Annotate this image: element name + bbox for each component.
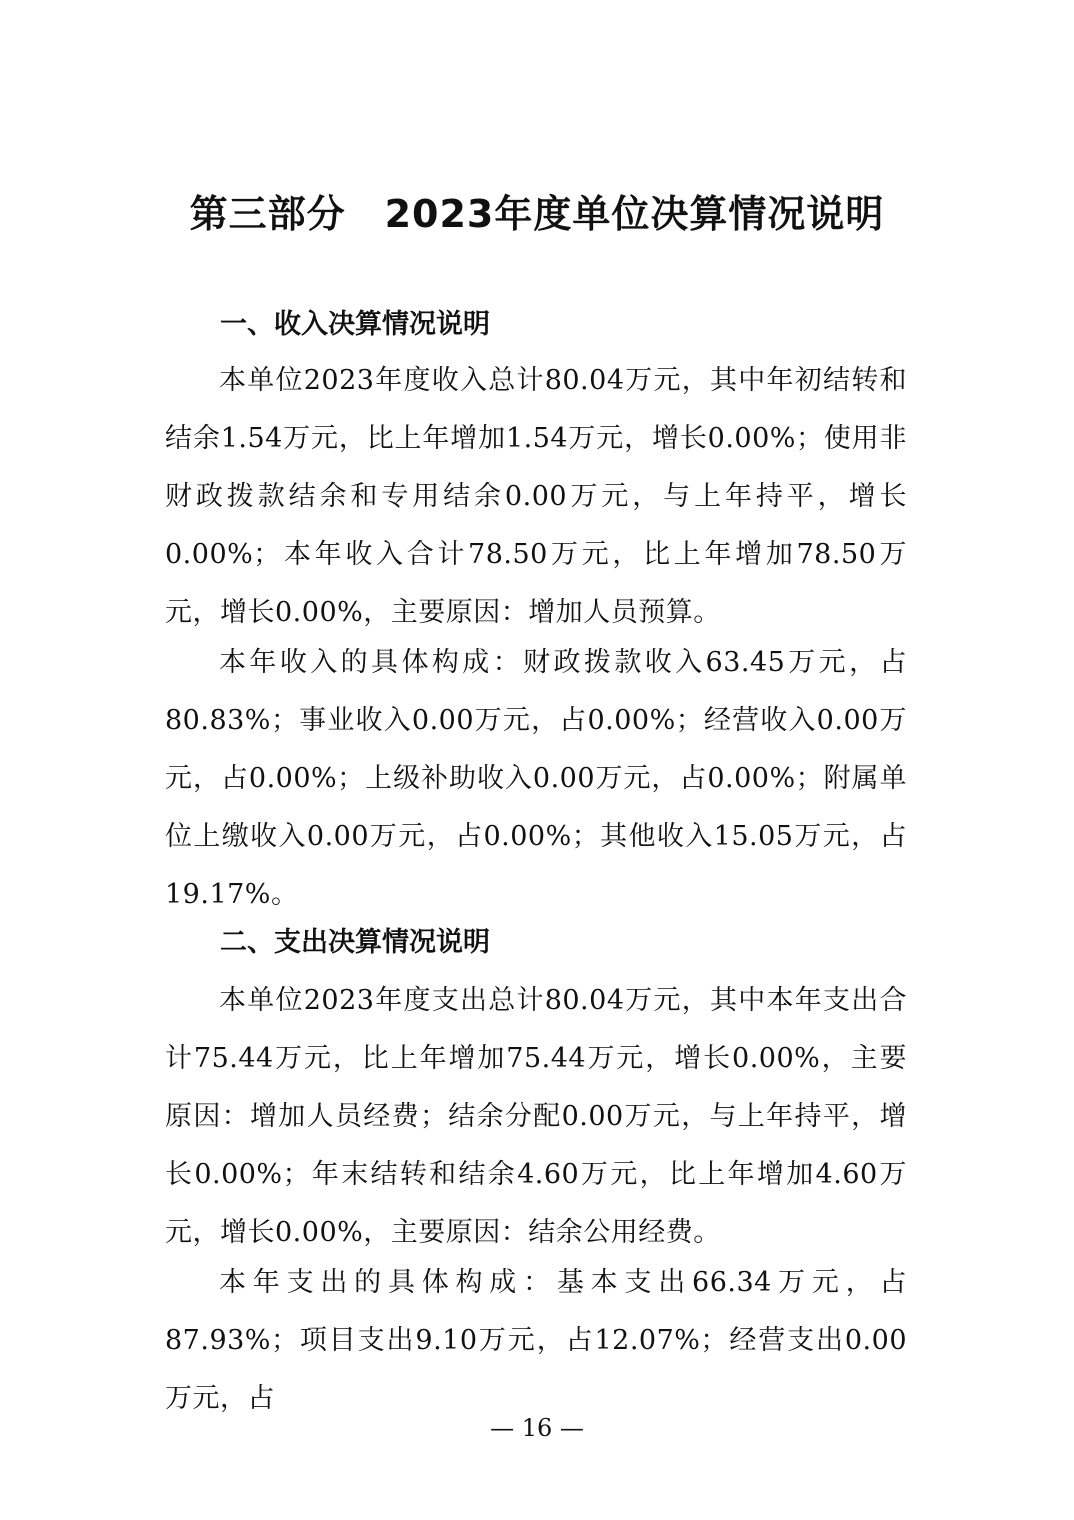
- section-heading-expenditure: 二、支出决算情况说明: [220, 927, 490, 958]
- income-composition-paragraph: 本年收入的具体构成：财政拨款收入63.45万元，占80.83%；事业收入0.00万元，占0.00%；经营收入0.00万元，占0.00%；上级补助收入0.00万元，占0.00%；附属单位上缴收入0.00万元，占0.00%；其他收入15.05万元，占19.17%。: [165, 647, 907, 910]
- section-heading-income: 一、收入决算情况说明: [220, 309, 490, 340]
- expenditure-summary-paragraph: 本单位2023年度支出总计80.04万元，其中本年支出合计75.44万元，比上年增加75.44万元，增长0.00%，主要原因：增加人员经费；结余分配0.00万元，与上年持平，增长0.00%；年末结转和结余4.60万元，比上年增加4.60万元，增长0.00%，主要原因：结余公用经费。: [165, 985, 907, 1248]
- income-summary-paragraph: 本单位2023年度收入总计80.04万元，其中年初结转和结余1.54万元，比上年增加1.54万元，增长0.00%；使用非财政拨款结余和专用结余0.00万元，与上年持平，增长0.00%；本年收入合计78.50万元，比上年增加78.50万元，增长0.00%，主要原因：增加人员预算。: [165, 365, 907, 628]
- page-number: — 16 —: [490, 1414, 584, 1442]
- page-title: 第三部分 2023年度单位决算情况说明: [189, 192, 885, 236]
- expenditure-composition-paragraph: 本年支出的具体构成：基本支出66.34万元，占87.93%；项目支出9.10万元，占12.07%；经营支出0.00万元，占: [165, 1267, 907, 1414]
